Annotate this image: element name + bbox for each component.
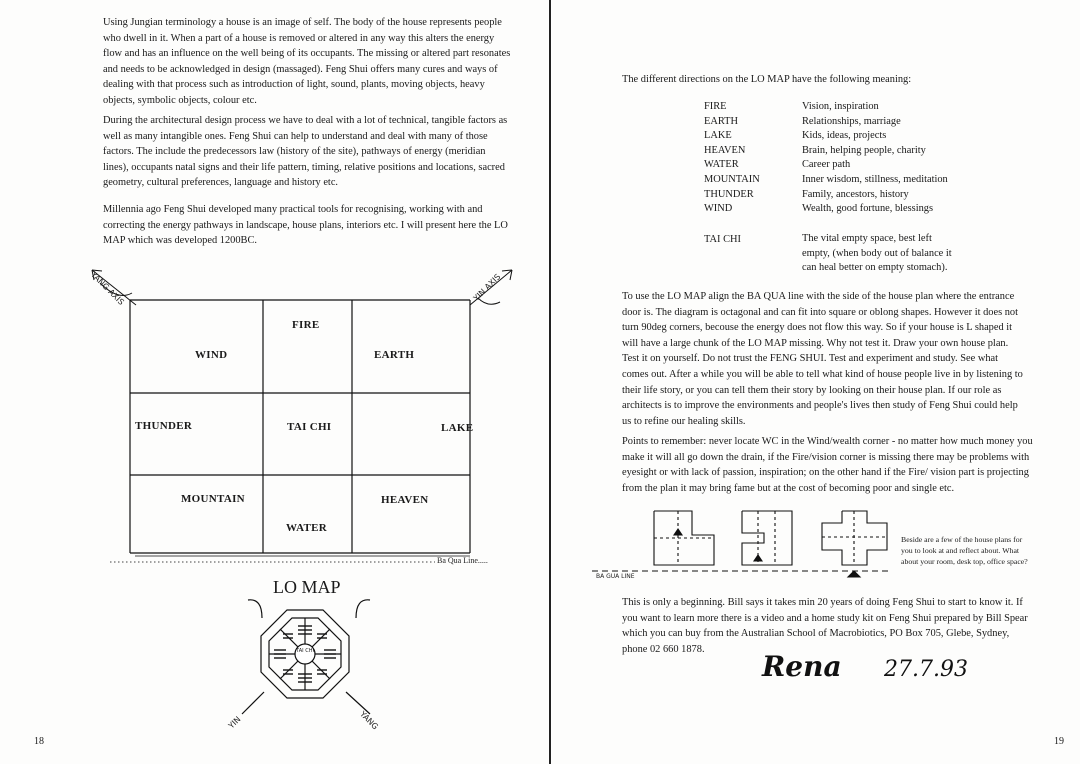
direction-row: [704, 158, 948, 173]
lo-map-center-label: TAI CHI: [296, 648, 314, 654]
lo-map-octagon: [230, 596, 380, 726]
plans-caption: Beside are a few of the house plans for you to look at and reflect about. What about your room, desk top, office space?: [901, 535, 1028, 566]
ba-qua-line-label: Ba Qua Line.....: [437, 556, 488, 565]
page-number-left: 18: [34, 736, 44, 747]
direction-meaning: Brain, helping people, charity: [802, 144, 926, 156]
direction-row: [704, 188, 948, 203]
yin-label: YIN: [226, 714, 243, 731]
design-paragraph: During the architectural design process we have to deal with a lot of technical, tangible factors as well as many intangible ones. Feng Shui can help to understand and deal with many of those factors. The include the predecessors law (history of the site), pathways of energy (meridian lines), occupants natal signs and their life pattern, timing, relative positions and locations, sacred geometry, cultural preferences, language and history etc.: [103, 115, 508, 189]
grid-fire: FIRE: [292, 319, 320, 331]
direction-row: [704, 173, 948, 188]
direction-name: HEAVEN: [704, 144, 746, 156]
house-plans-sketch: [592, 505, 902, 583]
direction-name: WATER: [704, 159, 739, 171]
yang-axis-label: YANG AXIS: [89, 270, 126, 307]
grid-wind: WIND: [195, 349, 228, 361]
closing-paragraph: This is only a beginning. Bill says it takes min 20 years of doing Feng Shui to start to know it. If you want to learn more there is a video and a home study kit on Feng Shui prepared by Bill Spear which you can buy from the Australian School of Macrobiotics, PO Box 705, Glebe, Sydney, phone 02 660 1878.: [622, 597, 1028, 655]
direction-name: THUNDER: [704, 188, 754, 200]
direction-row: [704, 115, 948, 130]
direction-row: [704, 129, 948, 144]
direction-meaning: Career path: [802, 159, 851, 171]
yin-axis-label: YIN AXIS: [471, 272, 503, 303]
direction-name: WIND: [704, 203, 733, 215]
yang-label: YANG: [358, 709, 380, 732]
direction-meaning: Relationships, marriage: [802, 115, 901, 127]
direction-meaning: Wealth, good fortune, blessings: [802, 203, 934, 215]
ba-gua-line-hand-label: BA GUA LINE: [596, 573, 635, 580]
millennia-paragraph: Millennia ago Feng Shui developed many practical tools for recognising, working with and correcting the energy pathways in landscape, house plans, interiors etc. I will present here the LO MAP which was developed 1200BC.: [103, 204, 508, 247]
direction-meaning: Family, ancestors, history: [802, 188, 909, 200]
directions-intro: The different directions on the LO MAP have the following meaning:: [622, 74, 912, 85]
page-gutter: [549, 0, 551, 764]
grid-water: WATER: [286, 522, 328, 534]
grid-heaven: HEAVEN: [381, 494, 429, 506]
direction-name: LAKE: [704, 130, 732, 142]
page-number-right: 19: [1054, 736, 1064, 747]
direction-meaning: Inner wisdom, stillness, meditation: [802, 173, 948, 185]
direction-row: [704, 202, 948, 217]
direction-row: [704, 100, 948, 115]
grid-mountain: MOUNTAIN: [181, 493, 245, 505]
signature-date: 27.7.93: [884, 657, 968, 682]
grid-lake: LAKE: [441, 422, 474, 434]
grid-earth: EARTH: [374, 349, 415, 361]
grid-tai-chi: TAI CHI: [287, 421, 332, 433]
direction-meaning: Vision, inspiration: [802, 101, 879, 112]
direction-row: [704, 144, 948, 159]
usage-paragraph: To use the LO MAP align the BA QUA line with the side of the house plan where the entrance door is. The diagram is octagonal and can fit into square or oblong shapes. However it does not turn 90deg corners, becouse the energy does not flow this way. So if your house is L shaped it will have a large chunk of the LO MAP missing. Why not test it. Draw your own house plan. Test it on yourself. Do not trust the FENG SHUI. Test and experiment and study. See what comes out. After a while you will be able to tell what kind of house people live in by listening to their life story, or you can tell them their story by looking on their house plan. If our role as architects is to improve the environments and people's lives then study of Feng Shui could help us to refine our healing skills.: [622, 291, 1023, 427]
signature: Rena: [762, 650, 842, 683]
tai-chi-meaning: The vital empty space, best left empty, (when body out of balance it can heal better on empty stomach).: [802, 233, 952, 274]
directions-table: [704, 100, 948, 217]
direction-meaning: Kids, ideas, projects: [802, 130, 887, 142]
right-page: [552, 0, 1080, 764]
lo-map-title: LO MAP: [273, 577, 341, 597]
direction-name: EARTH: [704, 115, 739, 127]
intro-paragraph: Using Jungian terminology a house is an image of self. The body of the house represents people who dwell in it. When a part of a house is removed or altered in any way this alters the energy flow and has an influence on the well being of its occupants. The missing or altered part resonates and needs to be acknowledged in design (massaged). Feng Shui offers many cures and ways of dealing with that process such as introduction of light, sound, plants, moving objects, heavy objects, symbolic objects, colour etc.: [103, 17, 511, 106]
tai-chi-name: TAI CHI: [704, 234, 741, 245]
grid-thunder: THUNDER: [135, 420, 193, 432]
direction-name: MOUNTAIN: [704, 173, 760, 185]
direction-name: FIRE: [704, 101, 727, 112]
points-paragraph: Points to remember: never locate WC in the Wind/wealth corner - no matter how much money you make it will all go down the drain, if the Fire/vision corner is missing there may be problems with eyesight or with lack of passion, inspiration; on the other hand if the Fire/ vision part is projecting from the plan it may bring fame but at the cost of becoming poor and single etc.: [622, 436, 1033, 494]
